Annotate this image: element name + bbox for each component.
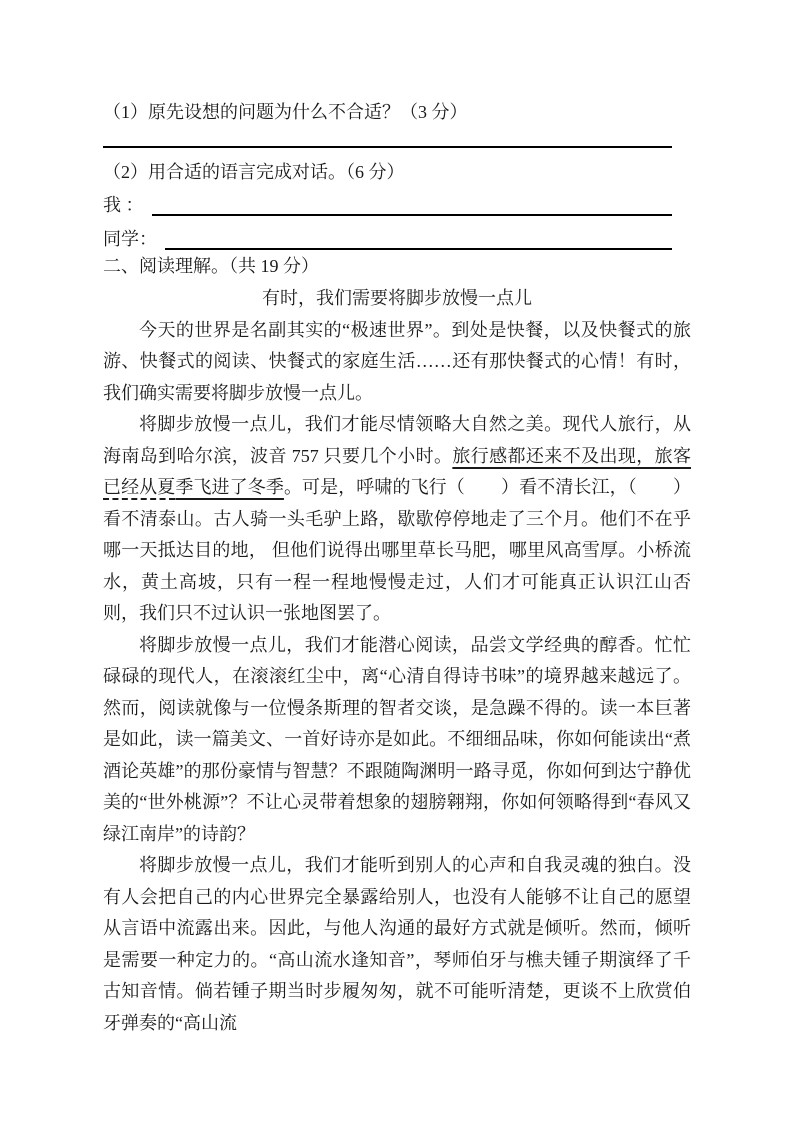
essay-paragraph-2: [103, 409, 691, 630]
section-heading: 二、阅读理解。（共 19 分）: [103, 256, 319, 276]
question-1-label: （1）原先设想的问题为什么不合适？（3 分）: [103, 102, 468, 122]
dialogue-classmate-row: [103, 224, 672, 250]
essay-text-segment: 今天的世界是名副其实的“极速世界”。到处是快餐，以及快餐式的旅游、快餐式的阅读、快餐式的家庭生活……还有那快餐式的心情！有时，我们确实需要将脚步放慢一点儿。: [103, 319, 691, 403]
dialogue-me-label: 我 ：: [103, 195, 144, 215]
dialogue-classmate-blank-line: [165, 222, 672, 250]
essay-paragraph-4: [103, 850, 691, 1039]
essay: [103, 283, 691, 1039]
answer-blank-line-1: [103, 124, 672, 148]
essay-title: 有时，我们需要将脚步放慢一点儿: [262, 288, 532, 308]
question-2-label: （2）用合适的语言完成对话。（6 分）: [103, 162, 405, 182]
essay-paragraph-1: [103, 315, 691, 410]
essay-text-segment: 旅行感都还来不及出现，旅客: [452, 445, 692, 466]
essay-text-segment: 将脚步放慢一点儿，我们才能听到别人的心声和自我灵魂的独白。没有人会把自己的内心世界完全暴露给别人，也没有人能够不让自己的愿望从言语中流露出来。因此，与他人沟通的最好方式就是倾听。然而，倾听是需要一种定力的。“高山流水逢知音”，琴师伯牙与樵夫锺子期演绎了千古知音情。倘若锺子期当时步履匆匆，就不可能听清楚，更谈不上欣赏伯牙弹奏的“高山流: [103, 855, 691, 1033]
dialogue-me-row: [103, 190, 672, 216]
essay-text-segment: 将脚步放慢一点儿，我们才能尽情领略大自然之美。现代人旅行，从海南岛到哈尔滨，波音 757 只要几个小时。: [103, 414, 691, 466]
dialogue-classmate-label: 同学：: [103, 229, 157, 249]
essay-text-segment: 已经从夏: [103, 477, 176, 497]
essay-text-segment: 季飞进了冬季: [175, 477, 284, 497]
dialogue-me-blank-line: [152, 188, 673, 216]
essay-text-segment: 。可是，呼啸的飞行（ ）看不清长江，（ ）看不清泰山。古人骑一头毛驴上路，歇歇停停地走了三个月。他们不在乎哪一天抵达目的地， 但他们说得出哪里草长马肥，哪里风高雪厚。小桥流水，黄土高坡，只有一程一程地慢慢走过，人们才可能真正认识江山否则，我们只不过认识一张地图罢了。: [103, 477, 691, 623]
essay-text-segment: 将脚步放慢一点儿，我们才能潜心阅读，品尝文学经典的醇香。忙忙碌碌的现代人，在滚滚红尘中，离“心清自得诗书味”的境界越来越远了。然而，阅读就像与一位慢条斯理的智者交谈，是急躁不得的。读一本巨著是如此，读一篇美文、一首好诗亦是如此。不细细品味，你如何能读出“煮酒论英雄”的那份豪情与智慧？不跟随陶渊明一路寻觅，你如何到达宁静优美的“世外桃源”？不让心灵带着想象的翅膀翱翔，你如何领略得到“春风又绿江南岸”的诗韵？: [103, 634, 691, 844]
essay-paragraph-3: [103, 630, 691, 851]
